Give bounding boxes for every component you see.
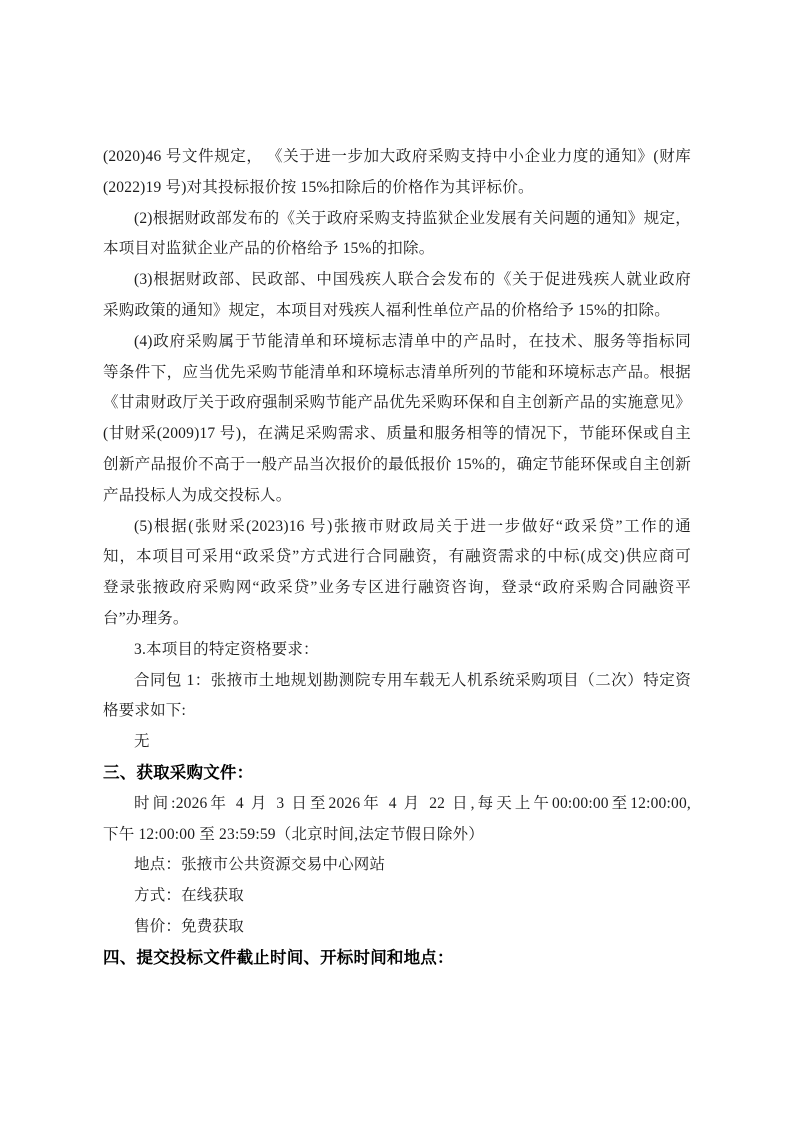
document-line: 无: [134, 733, 150, 751]
document-line: 知，本项目可采用“政采贷”方式进行合同融资，有融资需求的中标(成交)供应商可: [103, 548, 691, 566]
document-line: 方式：在线获取: [134, 887, 244, 905]
document-line: (2)根据财政部发布的《关于政府采购支持监狱企业发展有关问题的通知》规定，: [134, 209, 691, 227]
document-line: 台”办理务。: [103, 609, 189, 627]
section-heading: 四、提交投标文件截止时间、开标时间和地点：: [103, 948, 454, 967]
document-line: 《甘肃财政厅关于政府强制采购节能产品优先采购环保和自主创新产品的实施意见》: [103, 394, 691, 412]
document-line: 格要求如下:: [103, 702, 187, 720]
document-line: 产品投标人为成交投标人。: [103, 486, 292, 504]
document-line: 采购政策的通知》规定，本项目对残疾人福利性单位产品的价格给予 15%的扣除。: [103, 301, 670, 319]
document-line: 时间:2026年 4 月 3 日至2026年 4 月 22 日,每天上午00:00:00至12:00:00,: [134, 794, 691, 812]
document-line: (5)根据(张财采(2023)16 号)张掖市财政局关于进一步做好“政采贷”工作的通: [134, 517, 691, 535]
section-heading: 三、获取采购文件：: [103, 763, 254, 782]
document-body: [103, 142, 691, 974]
document-line: 创新产品报价不高于一般产品当次报价的最低报价 15%的，确定节能环保或自主创新: [103, 455, 691, 473]
document-line: (3)根据财政部、民政部、中国残疾人联合会发布的《关于促进残疾人就业政府: [134, 271, 691, 289]
document-line: (甘财采(2009)17 号)，在满足采购需求、质量和服务相等的情况下，节能环保或自主: [103, 425, 691, 443]
document-line: 3.本项目的特定资格要求：: [134, 640, 319, 658]
document-line: (2022)19 号)对其投标报价按 15%扣除后的价格作为其评标价。: [103, 178, 534, 196]
document-line: (4)政府采购属于节能清单和环境标志清单中的产品时，在技术、服务等指标同: [134, 332, 691, 350]
document-line: (2020)46 号文件规定， 《关于进一步加大政府采购支持中小企业力度的通知》(财库: [103, 148, 691, 165]
document-line: 地点：张掖市公共资源交易中心网站: [134, 856, 386, 874]
document-line: 登录张掖政府采购网“政采贷”业务专区进行融资咨询，登录“政府采购合同融资平: [103, 579, 691, 597]
document-line: 合同包 1：张掖市土地规划勘测院专用车载无人机系统采购项目（二次）特定资: [134, 671, 691, 689]
document-line: 下午 12:00:00 至 23:59:59（北京时间,法定节假日除外）: [103, 825, 484, 843]
document-line: 售价：免费获取: [134, 917, 244, 935]
document-line: 本项目对监狱企业产品的价格给予 15%的扣除。: [103, 240, 435, 258]
document-line: 等条件下，应当优先采购节能清单和环境标志清单所列的节能和环境标志产品。根据: [103, 363, 691, 381]
